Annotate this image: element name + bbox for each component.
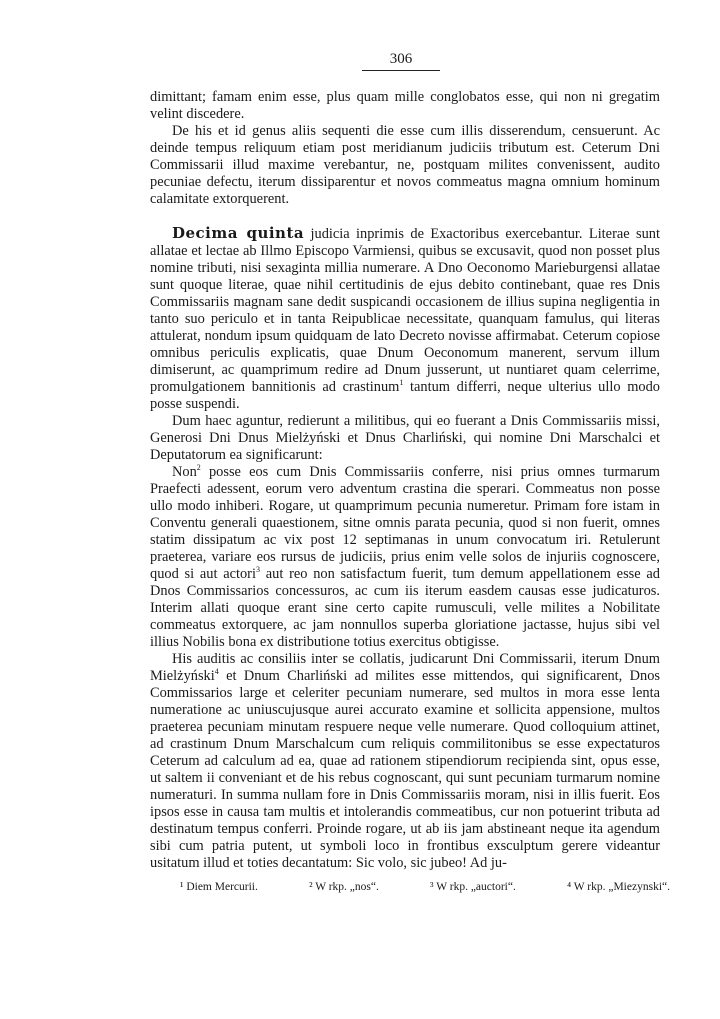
main-text — [150, 89, 660, 872]
note-mark-3: 3 — [255, 565, 260, 575]
note-mark-4: 4 — [214, 667, 219, 677]
paragraph-6-text: et Dnum Charliński ad milites esse mittendos, qui significarent, Dnos Commissarios large et celeriter pecuniam numerare, sed multos in mora esse lenta numeratione ac uniuscujusque aurei accurato examine et sollicita appensione, multos praeterea pecuniam minutam respuere neque velle numerare. Quod colloquium attinet, ad crastinum Dnum Marschalcum cum reliquis commilitonibus se esse expectaturos Ceterum ad calculum ad ea, quae ad rationem stipendiorum recipienda sint, opus esse, ut saltem ii conveniant et de his rebus cognoscant, qui sunt pecuniam turmarum nomine numeraturi. In summa nullam fore in Dnis Commissariis moram, nisi in illis fuerit. Eos ipsos esse in causa tam multis et intolerandis commeatibus, cur non potuerint tributa ad destinatum tempus conferri. Proinde rogare, ut ab iis jam abstineant neque ita agendum sibi cum patria putent, ut symboli loco in frontibus exsculptum gerere videantur usitatum illud et toties decantatum: Sic volo, sic jubeo! Ad ju- — [150, 668, 660, 871]
paragraph-3 — [150, 225, 660, 413]
footnote-2: ² W rkp. „nos“. — [309, 881, 379, 893]
paragraph-3-tail: tantum differri, neque ulterius ullo modo posse suspendi. — [150, 379, 661, 412]
section-heading: Decima quinta — [172, 224, 305, 242]
paragraph-5-tail: aut reo non satisfactum fuerit, tum demum appellationem esse ad Dnos Commissarios concessuros, ac cum iis iterum easdem causas esse judicaturos. Interim allati quoque erant sine certo capite rumusculi, velle milites a Nobilitate commeatus extorquere, ac jam nonnullos superba gloriatione jactasse, hujus sibi vel illius Nobilis bona ex distributione totius exercitus obtigisse. — [150, 566, 660, 650]
footnotes — [180, 880, 670, 894]
paragraph-6-lead: His auditis ac consiliis inter se collatis, judicarunt Dni Commissarii, iterum Dnum Mielżyński — [150, 651, 660, 684]
footnote-4: ⁴ W rkp. „Miezynski“. — [567, 881, 670, 893]
note-mark-1: 1 — [399, 378, 404, 388]
paragraph-3-text: judicia inprimis de Exactoribus exercebantur. Literae sunt allatae et lectae ab Illmo Episcopo Varmiensi, quibus se excusavit, quod non posset plus nomine tributi, nisi sexaginta millia numerare. A Dno Oeconomo Marieburgensi allatae sunt quoque literae, quae nihil certitudinis de ejus debito continebant, quae res Dnis Commissariis magnam sane dedit suspicandi occasionem de illius supina negligentia in tanto suo periculo et in tanta Reipublicae necessitate, quanquam famulus, qui literas attulerat, nondum ipsum quidquam de lato Decreto novisse affirmabat. Ceterum copiose omnibus periculis explicatis, quae Dnum Oeconomum manerent, servum illum dimiserunt, ac quamprimum redire ad Dnum jusserunt, ut nuntiaret quam celerrime, promulgationem bannitionis ad crastinum — [150, 226, 660, 395]
page-number: 306 — [362, 50, 440, 71]
note-mark-2: 2 — [196, 463, 201, 473]
paragraph-2: De his et id genus aliis sequenti die esse cum illis disserendum, censuerunt. Ac deinde tempus reliquum etiam post meridianum judiciis tributum est. Ceterum Dni Commissarii illud maxime verebantur, ne, postquam milites convenissent, audito pecuniae defectu, iterum dissiparentur et novos commeatus magna omnium hominum calamitate extorquerent. — [150, 123, 660, 207]
footnote-1: ¹ Diem Mercurii. — [180, 881, 258, 893]
paragraph-4: Dum haec aguntur, redierunt a militibus, qui eo fuerant a Dnis Commissariis missi, Generosi Dni Dnus Mielżyński et Dnus Charliński, qui nomine Dni Marschalci et Deputatorum ea significarunt: — [150, 413, 660, 463]
footnote-3: ³ W rkp. „auctori“. — [430, 881, 516, 893]
paragraph-1: dimittant; famam enim esse, plus quam mille conglobatos esse, qui non ni gregatim velint discedere. — [150, 89, 660, 122]
paragraph-6 — [150, 651, 660, 872]
paragraph-5-lead: Non — [172, 464, 197, 480]
paragraph-5 — [150, 464, 660, 651]
paragraph-5-text: posse eos cum Dnis Commissariis conferre, nisi prius omnes turmarum Praefecti adessent, eorum vero adventum crastina die sperari. Commeatus non posse ullo modo inhiberi. Rogare, ut quamprimum pecunia numeretur. Primam fore istam in Conventu generali quaestionem, sitne omnis parata pecunia, quod si non fuerit, omnes statim dissipatum ac vix post 12 septimanas in unum convocatum iri. Retulerunt praeterea, variare eos rursus de judiciis, prius enim velle solos de injuriis cognoscere, quod si aut actori — [150, 464, 660, 582]
